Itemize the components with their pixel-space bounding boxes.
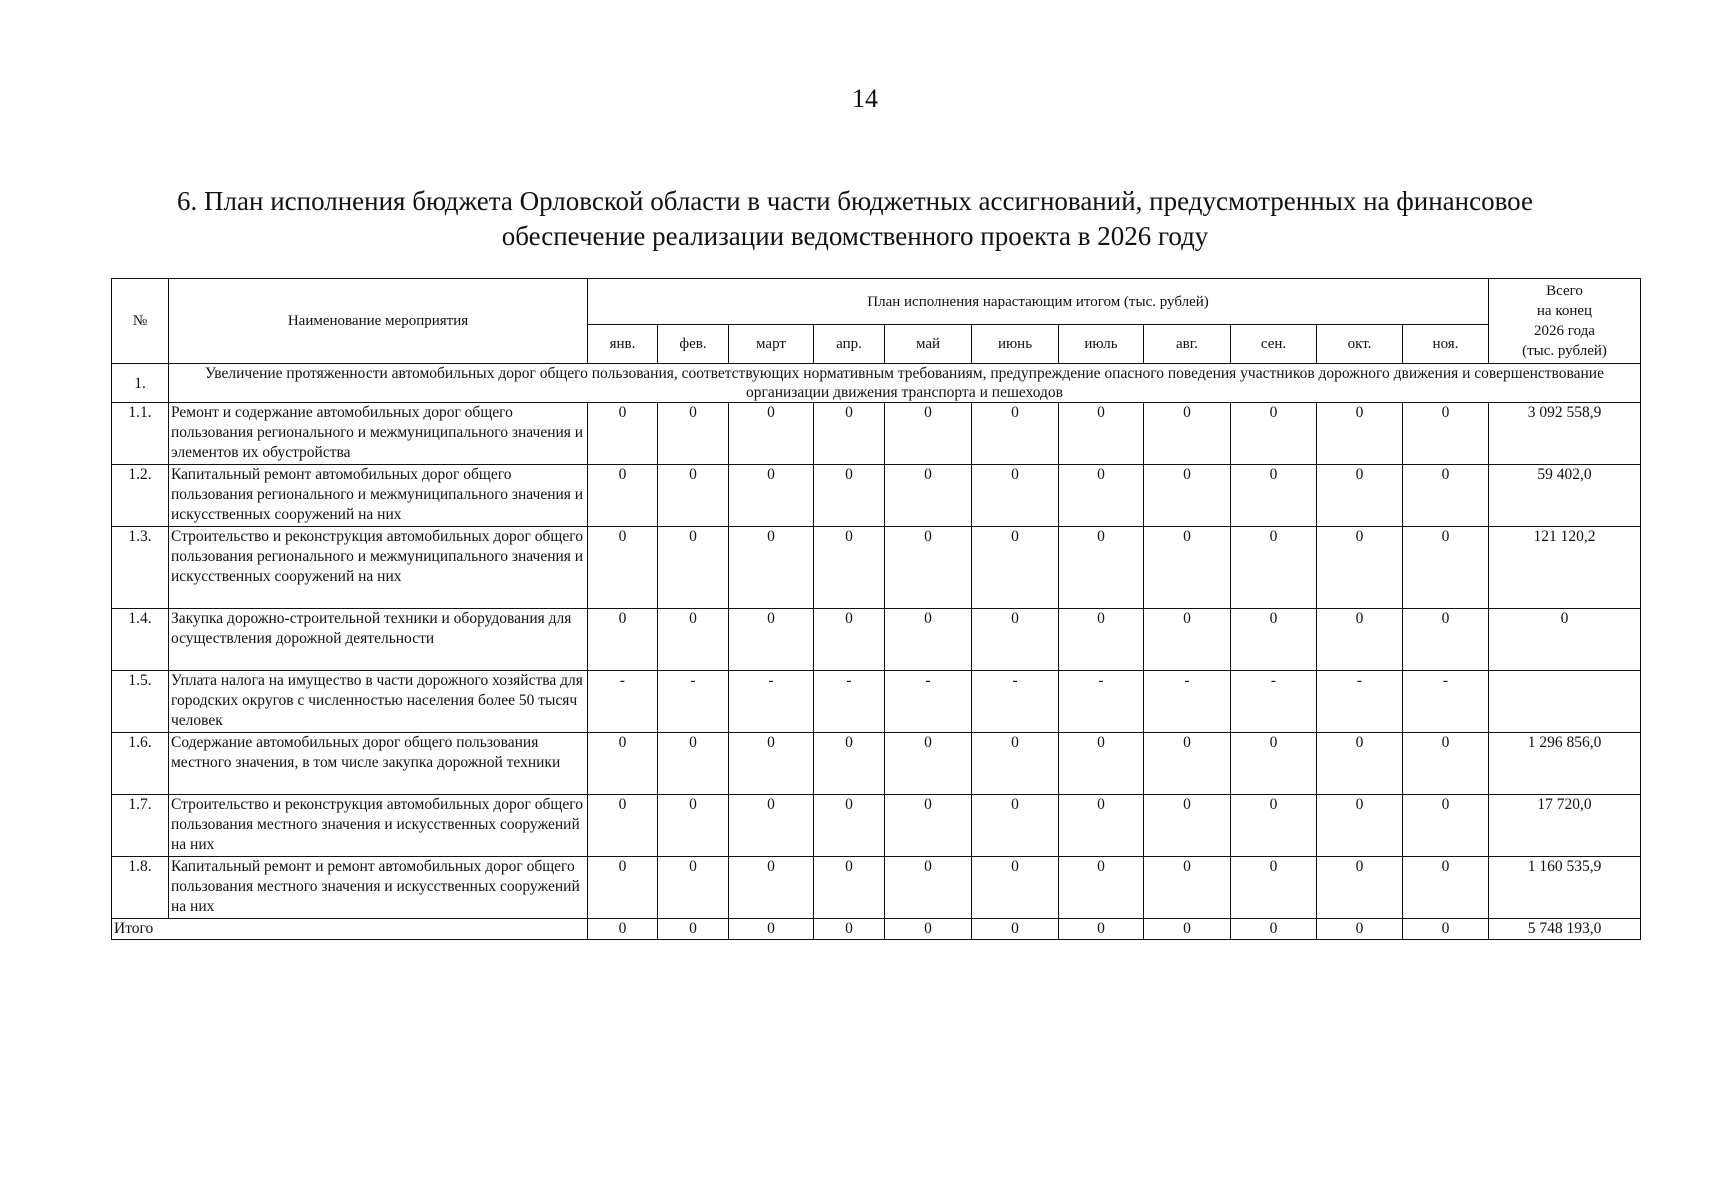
- month-value: 0: [1403, 733, 1489, 795]
- month-value: 0: [588, 527, 658, 609]
- month-value: 0: [588, 733, 658, 795]
- header-month: май: [885, 325, 972, 364]
- month-value: 0: [1231, 527, 1317, 609]
- row-total: 3 092 558,9: [1489, 403, 1641, 465]
- month-value: 0: [729, 465, 814, 527]
- header-total-line: на конец: [1536, 303, 1593, 319]
- month-value: 0: [1231, 465, 1317, 527]
- month-value: 0: [729, 527, 814, 609]
- itogo-row: [112, 919, 1641, 940]
- row-num: 1.8.: [112, 857, 169, 919]
- month-value: 0: [885, 857, 972, 919]
- header-month: март: [729, 325, 814, 364]
- month-value: -: [1403, 671, 1489, 733]
- month-value: 0: [972, 857, 1059, 919]
- month-value: 0: [972, 733, 1059, 795]
- header-total: [1489, 279, 1641, 364]
- month-value: -: [588, 671, 658, 733]
- header-month: июнь: [972, 325, 1059, 364]
- month-value: 0: [1231, 733, 1317, 795]
- month-value: 0: [729, 733, 814, 795]
- itogo-value: 0: [1059, 919, 1144, 940]
- month-value: 0: [814, 527, 885, 609]
- month-value: 0: [885, 465, 972, 527]
- title-line-2: обеспечение реализации ведомственного проекта в 2026 году: [501, 221, 1209, 251]
- row-total: 59 402,0: [1489, 465, 1641, 527]
- section-title: Увеличение протяженности автомобильных дорог общего пользования, соответствующих нормативным требованиям, предупреждение опасного поведения участников дорожного движения и совершенствование организации движения транспорта и пешеходов: [169, 364, 1641, 403]
- row-name: Строительство и реконструкция автомобильных дорог общего пользования регионального и межмуниципального значения и искусственных сооружений на них: [169, 527, 588, 609]
- table-row: [112, 857, 1641, 919]
- month-value: 0: [972, 795, 1059, 857]
- month-value: 0: [814, 609, 885, 671]
- page-number: 14: [852, 84, 878, 113]
- month-value: 0: [1403, 403, 1489, 465]
- row-num: 1.2.: [112, 465, 169, 527]
- month-value: -: [814, 671, 885, 733]
- header-month: ноя.: [1403, 325, 1489, 364]
- row-name: Уплата налога на имущество в части дорожного хозяйства для городских округов с численностью населения более 50 тысяч человек: [169, 671, 588, 733]
- row-total: 121 120,2: [1489, 527, 1641, 609]
- header-month: авг.: [1144, 325, 1231, 364]
- month-value: 0: [1144, 795, 1231, 857]
- month-value: 0: [588, 795, 658, 857]
- row-name: Закупка дорожно-строительной техники и оборудования для осуществления дорожной деятельности: [169, 609, 588, 671]
- month-value: 0: [658, 609, 729, 671]
- month-value: -: [972, 671, 1059, 733]
- month-value: 0: [658, 527, 729, 609]
- month-value: 0: [1059, 795, 1144, 857]
- budget-plan-table: [111, 278, 1641, 940]
- month-value: -: [1144, 671, 1231, 733]
- month-value: 0: [658, 795, 729, 857]
- month-value: 0: [885, 795, 972, 857]
- section-row: [112, 364, 1641, 403]
- month-value: 0: [658, 465, 729, 527]
- document-title: [110, 184, 1600, 254]
- month-value: 0: [1144, 465, 1231, 527]
- month-value: 0: [1317, 795, 1403, 857]
- row-num: 1.4.: [112, 609, 169, 671]
- month-value: 0: [729, 857, 814, 919]
- row-total: [1489, 671, 1641, 733]
- header-total-line: Всего: [1546, 283, 1583, 299]
- row-name: Капитальный ремонт и ремонт автомобильных дорог общего пользования местного значения и искусственных сооружений на них: [169, 857, 588, 919]
- header-name: Наименование мероприятия: [169, 279, 588, 364]
- header-total-line: (тыс. рублей): [1522, 343, 1607, 359]
- month-value: 0: [885, 733, 972, 795]
- header-plan: План исполнения нарастающим итогом (тыс. рублей): [588, 279, 1489, 325]
- row-total: 0: [1489, 609, 1641, 671]
- table-row: [112, 733, 1641, 795]
- month-value: -: [658, 671, 729, 733]
- month-value: 0: [658, 733, 729, 795]
- row-num: 1.3.: [112, 527, 169, 609]
- month-value: 0: [658, 403, 729, 465]
- header-month: окт.: [1317, 325, 1403, 364]
- month-value: -: [1317, 671, 1403, 733]
- month-value: 0: [1231, 403, 1317, 465]
- month-value: 0: [729, 403, 814, 465]
- table-row: [112, 403, 1641, 465]
- month-value: 0: [1317, 609, 1403, 671]
- month-value: -: [1059, 671, 1144, 733]
- month-value: 0: [814, 403, 885, 465]
- table-row: [112, 671, 1641, 733]
- month-value: -: [729, 671, 814, 733]
- month-value: 0: [1403, 857, 1489, 919]
- month-value: 0: [1403, 527, 1489, 609]
- month-value: 0: [1059, 403, 1144, 465]
- row-num: 1.1.: [112, 403, 169, 465]
- month-value: 0: [1144, 857, 1231, 919]
- table-row: [112, 609, 1641, 671]
- month-value: 0: [972, 527, 1059, 609]
- month-value: -: [1231, 671, 1317, 733]
- month-value: 0: [729, 795, 814, 857]
- section-num: 1.: [112, 364, 169, 403]
- itogo-value: 0: [1231, 919, 1317, 940]
- month-value: 0: [1059, 609, 1144, 671]
- month-value: 0: [972, 609, 1059, 671]
- row-total: 1 296 856,0: [1489, 733, 1641, 795]
- month-value: 0: [814, 465, 885, 527]
- month-value: 0: [1317, 733, 1403, 795]
- month-value: 0: [885, 403, 972, 465]
- table-row: [112, 465, 1641, 527]
- month-value: 0: [814, 857, 885, 919]
- month-value: 0: [1059, 733, 1144, 795]
- month-value: 0: [885, 609, 972, 671]
- itogo-value: 0: [658, 919, 729, 940]
- itogo-value: 0: [972, 919, 1059, 940]
- header-month: апр.: [814, 325, 885, 364]
- row-name: Капитальный ремонт автомобильных дорог общего пользования регионального и межмуниципального значения и искусственных сооружений на них: [169, 465, 588, 527]
- row-name: Ремонт и содержание автомобильных дорог общего пользования регионального и межмуниципального значения и элементов их обустройства: [169, 403, 588, 465]
- month-value: 0: [1317, 527, 1403, 609]
- month-value: 0: [1403, 465, 1489, 527]
- table-row: [112, 527, 1641, 609]
- month-value: 0: [885, 527, 972, 609]
- row-total: 17 720,0: [1489, 795, 1641, 857]
- month-value: 0: [1403, 609, 1489, 671]
- row-num: 1.6.: [112, 733, 169, 795]
- row-num: 1.7.: [112, 795, 169, 857]
- itogo-total: 5 748 193,0: [1489, 919, 1641, 940]
- month-value: 0: [1317, 403, 1403, 465]
- header-month: янв.: [588, 325, 658, 364]
- header-month: фев.: [658, 325, 729, 364]
- month-value: 0: [588, 857, 658, 919]
- title-line-1: 6. План исполнения бюджета Орловской области в части бюджетных ассигнований, предусмотренных на финансовое: [177, 186, 1533, 216]
- header-num: №: [112, 279, 169, 364]
- month-value: 0: [1231, 857, 1317, 919]
- month-value: 0: [1059, 465, 1144, 527]
- month-value: 0: [1317, 465, 1403, 527]
- month-value: 0: [814, 733, 885, 795]
- month-value: 0: [588, 403, 658, 465]
- row-name: Строительство и реконструкция автомобильных дорог общего пользования местного значения и искусственных сооружений на них: [169, 795, 588, 857]
- itogo-value: 0: [814, 919, 885, 940]
- itogo-value: 0: [1403, 919, 1489, 940]
- month-value: 0: [729, 609, 814, 671]
- row-name: Содержание автомобильных дорог общего пользования местного значения, в том числе закупка дорожной техники: [169, 733, 588, 795]
- month-value: 0: [814, 795, 885, 857]
- itogo-value: 0: [729, 919, 814, 940]
- row-total: 1 160 535,9: [1489, 857, 1641, 919]
- header-month: сен.: [1231, 325, 1317, 364]
- month-value: 0: [1144, 609, 1231, 671]
- itogo-value: 0: [588, 919, 658, 940]
- itogo-value: 0: [885, 919, 972, 940]
- month-value: 0: [1231, 609, 1317, 671]
- month-value: 0: [972, 465, 1059, 527]
- month-value: 0: [658, 857, 729, 919]
- table-row: [112, 795, 1641, 857]
- month-value: 0: [1144, 403, 1231, 465]
- header-total-line: 2026 года: [1534, 323, 1595, 339]
- month-value: 0: [588, 465, 658, 527]
- month-value: 0: [1144, 733, 1231, 795]
- itogo-value: 0: [1144, 919, 1231, 940]
- month-value: 0: [1317, 857, 1403, 919]
- month-value: -: [885, 671, 972, 733]
- month-value: 0: [972, 403, 1059, 465]
- month-value: 0: [1231, 795, 1317, 857]
- row-num: 1.5.: [112, 671, 169, 733]
- month-value: 0: [1059, 527, 1144, 609]
- header-month: июль: [1059, 325, 1144, 364]
- month-value: 0: [1403, 795, 1489, 857]
- month-value: 0: [1144, 527, 1231, 609]
- itogo-label: Итого: [112, 919, 588, 940]
- month-value: 0: [588, 609, 658, 671]
- month-value: 0: [1059, 857, 1144, 919]
- itogo-value: 0: [1317, 919, 1403, 940]
